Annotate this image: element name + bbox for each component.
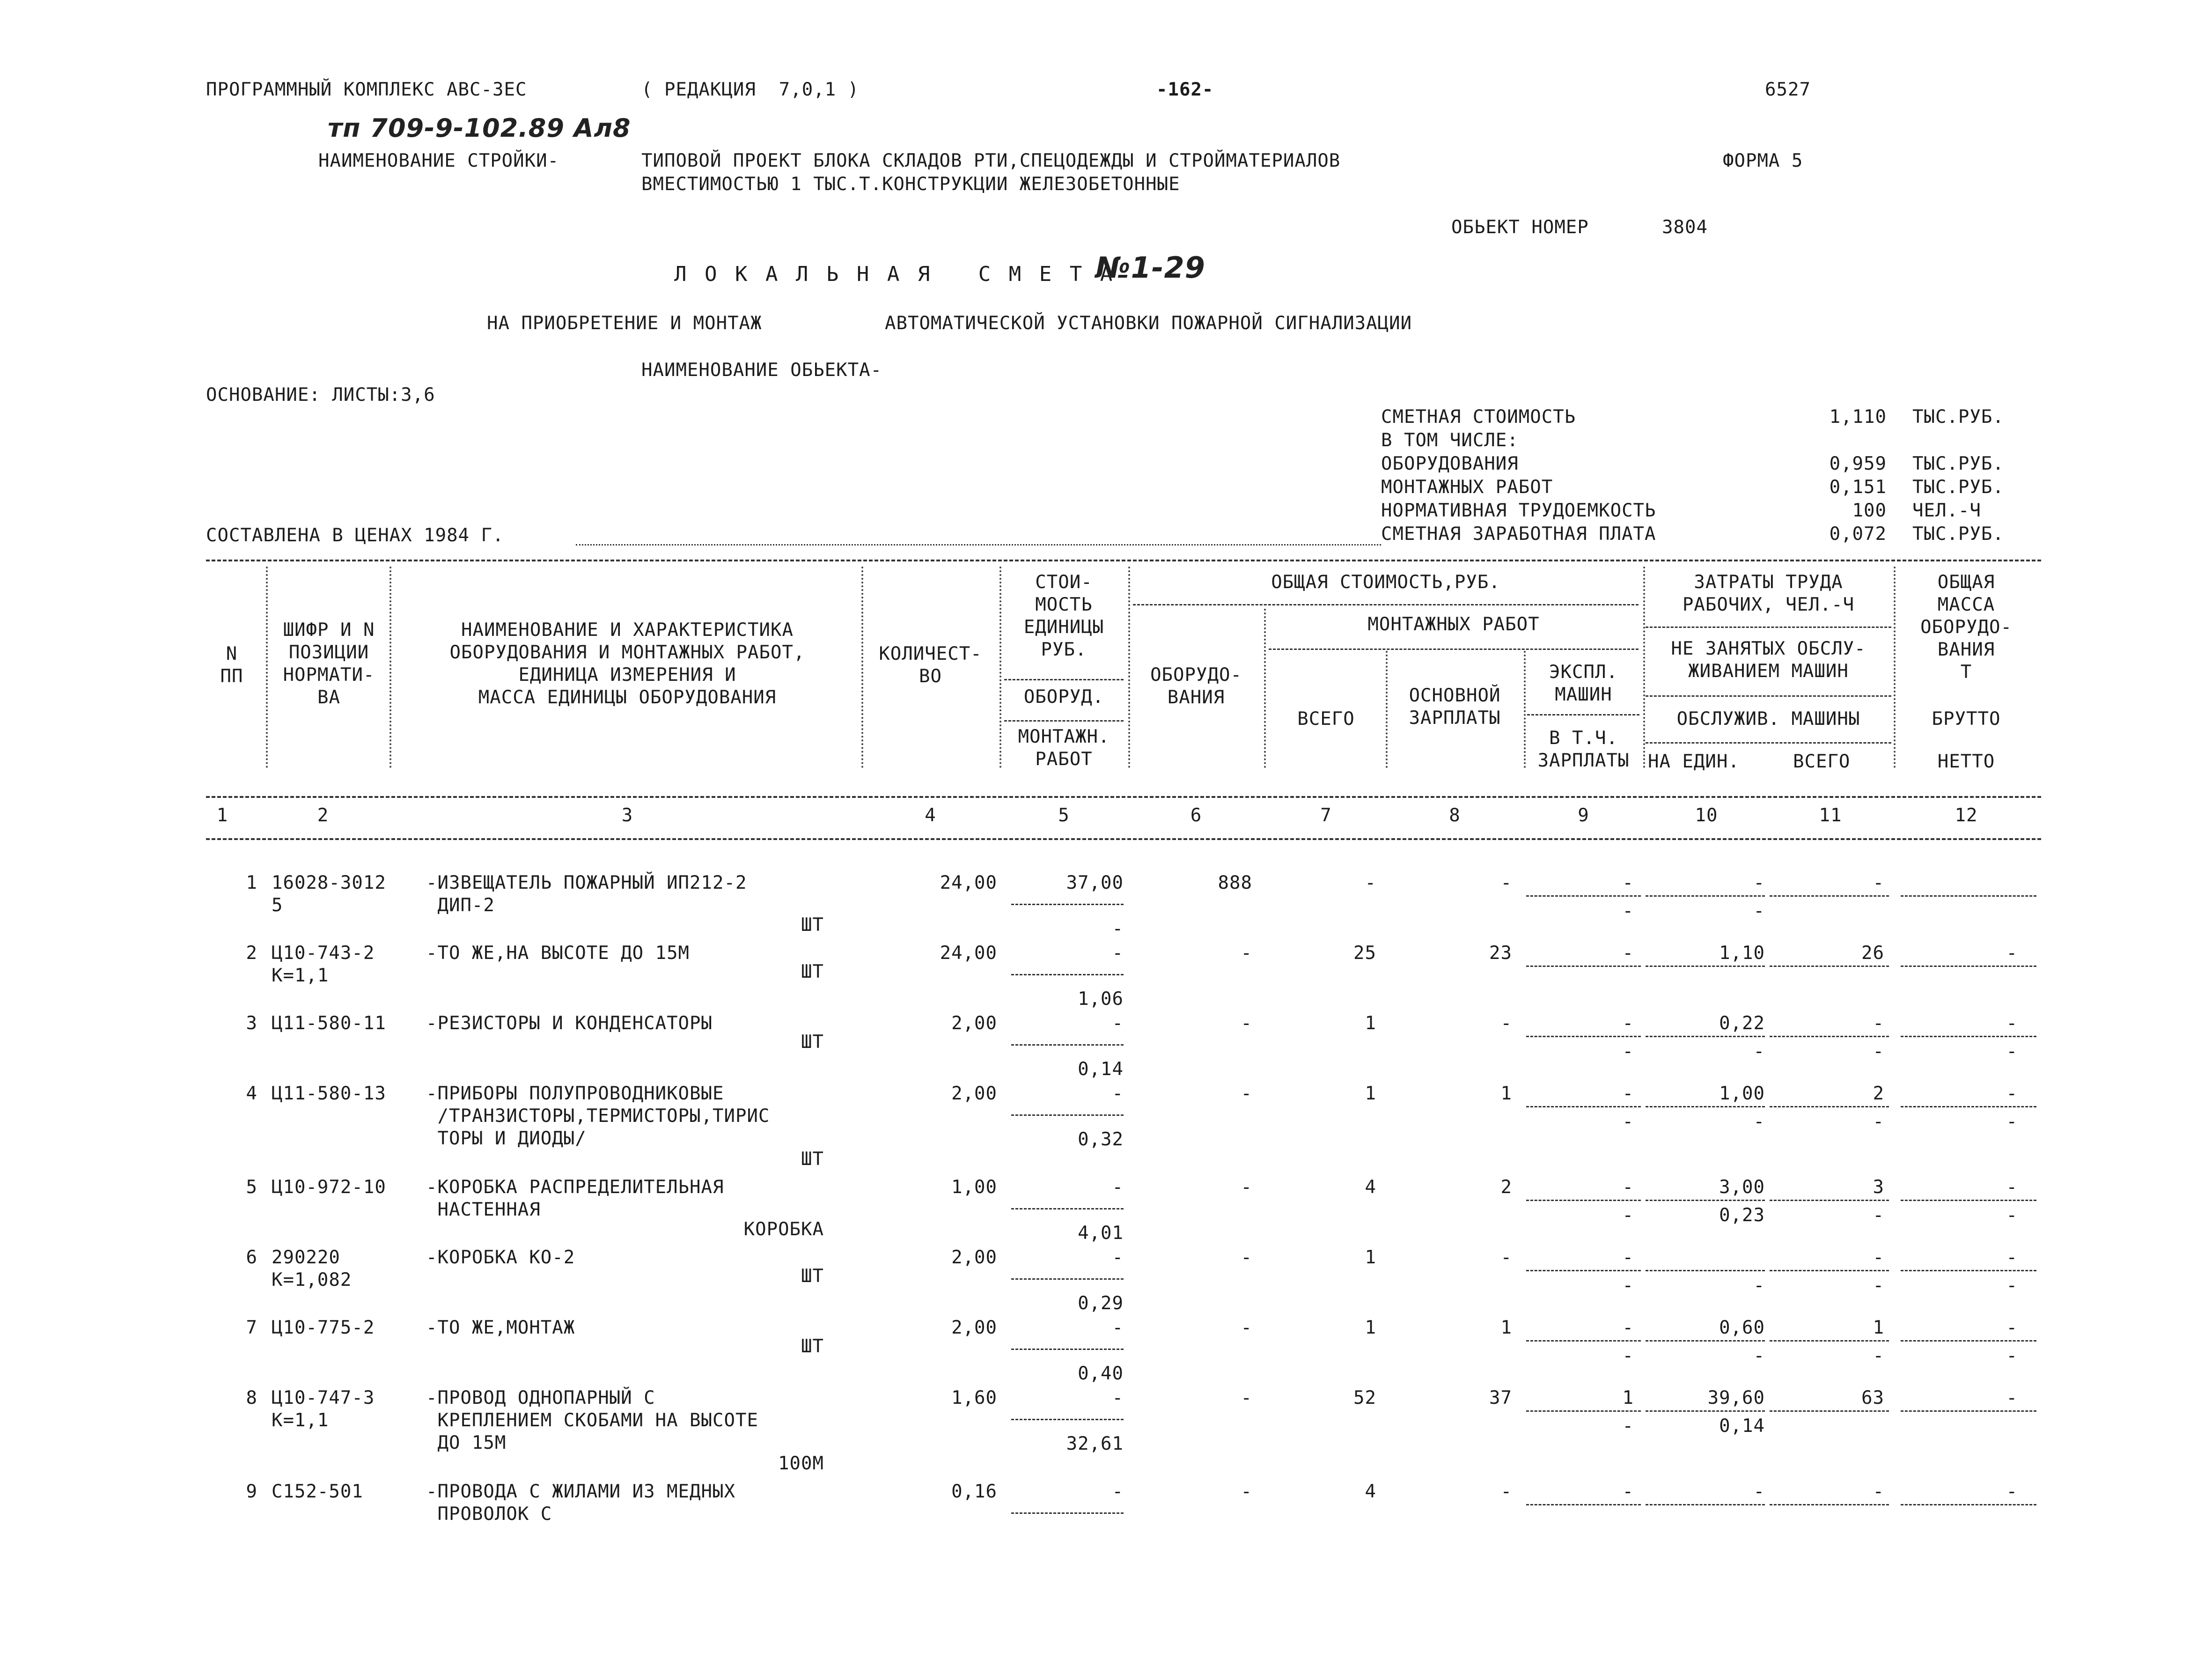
summary-row [1381, 523, 2036, 546]
cell-divider [1646, 1036, 1765, 1037]
purpose-left: НА ПРИОБРЕТЕНИЕ И МОНТАЖ [487, 313, 762, 334]
machine-cost: - [1622, 1317, 1634, 1338]
handwritten-project-code: тп 709-9-102.89 Ал8 [328, 113, 631, 143]
row-number: 1 [246, 872, 257, 893]
machine-salary: - [1622, 1111, 1634, 1132]
base-salary: - [1500, 1013, 1512, 1034]
equipment-cost: - [1241, 1317, 1252, 1338]
summary-value: 100 [1852, 500, 1887, 521]
row-number: 7 [246, 1317, 257, 1338]
norm-code: Ц10-747-3 К=1,1 [272, 1387, 375, 1431]
col-header-n: N ПП [220, 643, 243, 687]
mass-gross: - [2006, 1013, 2018, 1034]
page-number: -162- [1156, 79, 1214, 100]
col-header-labor-total: ВСЕГО [1793, 751, 1851, 772]
labor-per-unit: - [1753, 1481, 1765, 1502]
unit-cost-equipment: 37,00 [1066, 872, 1124, 893]
cost-summary [1381, 406, 2036, 546]
labor-total: 3 [1873, 1177, 1884, 1198]
cell-divider [1011, 974, 1124, 975]
cell-divider [1526, 1106, 1641, 1107]
labor-total: - [1873, 872, 1884, 893]
summary-unit: ТЫС.РУБ. [1912, 406, 2004, 428]
machine-salary: - [1622, 900, 1634, 922]
labor-per-unit: 1,10 [1719, 943, 1765, 964]
cell-divider [1526, 1504, 1641, 1505]
labor-per-unit: 39,60 [1707, 1387, 1765, 1408]
unit-cost-equipment: - [1112, 1247, 1124, 1268]
measure-unit: ШТ [801, 961, 824, 982]
cell-divider [1526, 1340, 1641, 1342]
labor-total: - [1873, 1481, 1884, 1502]
summary-value: 1,110 [1829, 406, 1887, 428]
machine-cost: - [1622, 943, 1634, 964]
quantity: 24,00 [940, 943, 997, 964]
mass-net: - [2006, 1041, 2018, 1062]
col-header-total-cost: ОБЩАЯ СТОИМОСТЬ,РУБ. [1271, 572, 1500, 593]
unit-cost-equipment: - [1112, 1481, 1124, 1502]
construction-label: НАИМЕНОВАНИЕ СТРОЙКИ- [318, 150, 559, 171]
cell-divider [1011, 1114, 1124, 1116]
labor-total-machines: - [1873, 1041, 1884, 1062]
summary-label: СМЕТНАЯ ЗАРАБОТНАЯ ПЛАТА [1381, 524, 1656, 545]
labor-total: 63 [1861, 1387, 1884, 1408]
row-number: 5 [246, 1177, 257, 1198]
handwritten-estimate-number: №1-29 [1095, 251, 1205, 285]
program-name: ПРОГРАММНЫЙ КОМПЛЕКС АВС-3ЕС [206, 79, 527, 100]
cell-divider [1770, 1036, 1889, 1037]
cell-divider [1770, 895, 1889, 897]
cell-divider [1646, 895, 1765, 897]
labor-per-unit: 3,00 [1719, 1177, 1765, 1198]
equipment-cost: 888 [1218, 872, 1252, 893]
col-header-machines-salary: В Т.Ч. ЗАРПЛАТЫ [1537, 728, 1630, 771]
purpose-right: АВТОМАТИЧЕСКОЙ УСТАНОВКИ ПОЖАРНОЙ СИГНАЛИЗАЦИИ [885, 313, 1412, 334]
base-salary: 1 [1500, 1317, 1512, 1338]
machine-cost: - [1622, 1013, 1634, 1034]
summary-label: В ТОМ ЧИСЛЕ: [1381, 430, 1519, 451]
measure-unit: ШТ [801, 914, 824, 936]
labor-total-machines: - [1873, 1345, 1884, 1366]
norm-code: 290220 К=1,082 [272, 1247, 352, 1290]
mass-gross: - [2006, 1317, 2018, 1338]
col-header-total: ВСЕГО [1297, 708, 1355, 730]
col-header-equipment: ОБОРУДО- ВАНИЯ [1150, 664, 1242, 708]
machine-salary: - [1622, 1345, 1634, 1366]
base-salary: 1 [1500, 1083, 1512, 1104]
labor-total-machines: - [1873, 1111, 1884, 1132]
summary-unit: ТЫС.РУБ. [1912, 477, 2004, 498]
unit-cost-installation: 32,61 [1066, 1433, 1124, 1454]
quantity: 0,16 [951, 1481, 997, 1502]
measure-unit: ШТ [801, 1149, 824, 1170]
prices-note: СОСТАВЛЕНА В ЦЕНАХ 1984 Г. [206, 525, 504, 546]
col-header-machines: ЭКСПЛ. МАШИН [1549, 662, 1618, 705]
summary-value: 0,072 [1829, 524, 1887, 545]
cell-divider [1770, 1410, 1889, 1412]
labor-per-unit-machines: 0,23 [1719, 1205, 1765, 1226]
mass-gross: - [2006, 1083, 2018, 1104]
mass-net: - [2006, 1205, 2018, 1226]
cell-divider [1526, 1410, 1641, 1412]
norm-code: Ц11-580-11 [272, 1013, 386, 1034]
installation-total: - [1365, 872, 1376, 893]
row-number: 9 [246, 1481, 257, 1502]
unit-cost-equipment: - [1112, 1387, 1124, 1408]
base-salary: - [1500, 872, 1512, 893]
installation-total: 4 [1365, 1481, 1376, 1502]
col-header-gross: БРУТТО [1932, 708, 2001, 730]
machine-cost: 1 [1622, 1387, 1634, 1408]
machine-cost: - [1622, 1177, 1634, 1198]
col-header-qty: КОЛИЧЕСТ- ВО [879, 643, 982, 687]
measure-unit: 100М [778, 1453, 824, 1474]
header-bottom-rule [206, 796, 2041, 798]
labor-per-unit-machines: - [1753, 1275, 1765, 1296]
col-header-unit-cost: СТОИ- МОСТЬ ЕДИНИЦЫ РУБ. [1023, 572, 1104, 660]
unit-cost-equipment: - [1112, 1013, 1124, 1034]
col-header-labor: ЗАТРАТЫ ТРУДА РАБОЧИХ, ЧЕЛ.-Ч [1682, 572, 1855, 615]
cell-divider [1011, 1512, 1124, 1514]
installation-total: 52 [1353, 1387, 1376, 1408]
basis: ОСНОВАНИЕ: ЛИСТЫ:3,6 [206, 384, 435, 406]
prices-underline [576, 544, 1381, 546]
cell-divider [1770, 1270, 1889, 1271]
labor-per-unit: - [1753, 872, 1765, 893]
column-number: 12 [1955, 805, 1978, 826]
equipment-cost: - [1241, 1177, 1252, 1198]
column-number: 10 [1695, 805, 1718, 826]
column-number: 9 [1578, 805, 1589, 826]
cell-divider [1526, 895, 1641, 897]
machine-salary: - [1622, 1416, 1634, 1437]
row-number: 2 [246, 943, 257, 964]
quantity: 24,00 [940, 872, 997, 893]
cell-divider [1901, 1410, 2036, 1412]
labor-total: 1 [1873, 1317, 1884, 1338]
equipment-cost: - [1241, 1481, 1252, 1502]
quantity: 1,00 [951, 1177, 997, 1198]
cell-divider [1011, 1278, 1124, 1280]
cell-divider [1646, 1410, 1765, 1412]
equipment-cost: - [1241, 1387, 1252, 1408]
labor-per-unit: 1,00 [1719, 1083, 1765, 1104]
norm-code: С152-501 [272, 1481, 363, 1502]
mass-gross: - [2006, 1177, 2018, 1198]
labor-per-unit-machines: - [1753, 1041, 1765, 1062]
installation-total: 1 [1365, 1247, 1376, 1268]
quantity: 2,00 [951, 1013, 997, 1034]
col-header-net: НЕТТО [1937, 751, 1995, 772]
norm-code: Ц11-580-13 [272, 1083, 386, 1104]
cell-divider [1901, 1504, 2036, 1505]
norm-code: Ц10-775-2 [272, 1317, 375, 1338]
equipment-cost: - [1241, 1247, 1252, 1268]
row-number: 3 [246, 1013, 257, 1034]
row-number: 8 [246, 1387, 257, 1408]
column-number: 2 [317, 805, 329, 826]
unit-cost-installation: 4,01 [1078, 1223, 1124, 1244]
unit-cost-equipment: - [1112, 1177, 1124, 1198]
summary-label: МОНТАЖНЫХ РАБОТ [1381, 477, 1553, 498]
quantity: 2,00 [951, 1317, 997, 1338]
base-salary: 2 [1500, 1177, 1512, 1198]
row-number: 4 [246, 1083, 257, 1104]
equipment-cost: - [1241, 943, 1252, 964]
cell-divider [1646, 1200, 1765, 1201]
column-number: 5 [1058, 805, 1070, 826]
cell-divider [1646, 1340, 1765, 1342]
item-name: -ПРОВОД ОДНОПАРНЫЙ С КРЕПЛЕНИЕМ СКОБАМИ НА ВЫСОТЕ ДО 15М [426, 1387, 758, 1453]
column-number: 1 [216, 805, 228, 826]
labor-per-unit-machines: 0,14 [1719, 1416, 1765, 1437]
unit-cost-installation: 1,06 [1078, 988, 1124, 1010]
cell-divider [1901, 1036, 2036, 1037]
labor-per-unit-machines: - [1753, 1345, 1765, 1366]
unit-cost-equipment: - [1112, 1083, 1124, 1104]
unit-cost-installation: - [1112, 918, 1124, 939]
machine-salary: - [1622, 1275, 1634, 1296]
cell-divider [1011, 1349, 1124, 1350]
cell-divider [1646, 1106, 1765, 1107]
cell-divider [1770, 1340, 1889, 1342]
mass-gross: - [2006, 1387, 2018, 1408]
edition: ( РЕДАКЦИЯ 7,0,1 ) [641, 79, 860, 100]
summary-row [1381, 476, 2036, 500]
summary-value: 0,959 [1829, 453, 1887, 474]
construction-name-line1: ТИПОВОЙ ПРОЕКТ БЛОКА СКЛАДОВ РТИ,СПЕЦОДЕЖДЫ И СТРОЙМАТЕРИАЛОВ [641, 150, 1341, 171]
column-number: 8 [1449, 805, 1461, 826]
measure-unit: ШТ [801, 1266, 824, 1287]
form-label: ФОРМА 5 [1723, 150, 1803, 171]
summary-label: НОРМАТИВНАЯ ТРУДОЕМКОСТЬ [1381, 500, 1656, 521]
col-header-unit-installation: МОНТАЖН. РАБОТ [1018, 726, 1110, 770]
summary-unit: ТЫС.РУБ. [1912, 453, 2004, 474]
cell-divider [1770, 966, 1889, 967]
col-header-installation-works: МОНТАЖНЫХ РАБОТ [1367, 614, 1540, 635]
labor-total: 2 [1873, 1083, 1884, 1104]
machine-salary: - [1622, 1205, 1634, 1226]
summary-unit: ТЫС.РУБ. [1912, 524, 2004, 545]
column-number: 11 [1819, 805, 1842, 826]
quantity: 2,00 [951, 1247, 997, 1268]
col-header-labor-not-machines: НЕ ЗАНЯТЫХ ОБСЛУ- ЖИВАНИЕМ МАШИН [1671, 638, 1866, 682]
base-salary: 37 [1489, 1387, 1512, 1408]
table-top-rule [206, 560, 2041, 561]
col-header-per-unit: НА ЕДИН. [1648, 751, 1740, 772]
cell-divider [1901, 1340, 2036, 1342]
cell-divider [1901, 895, 2036, 897]
doc-number: 6527 [1765, 79, 1811, 100]
machine-cost: - [1622, 1083, 1634, 1104]
measure-unit: ШТ [801, 1336, 824, 1357]
col-header-code: ШИФР И N ПОЗИЦИИ НОРМАТИ- ВА [283, 619, 375, 708]
row-number: 6 [246, 1247, 257, 1268]
unit-cost-equipment: - [1112, 1317, 1124, 1338]
summary-value: 0,151 [1829, 477, 1887, 498]
unit-cost-installation: 0,14 [1078, 1059, 1124, 1080]
column-number: 4 [925, 805, 936, 826]
unit-cost-installation: 0,32 [1078, 1129, 1124, 1150]
cell-divider [1901, 1270, 2036, 1271]
cell-divider [1011, 1419, 1124, 1420]
summary-row [1381, 429, 2036, 453]
summary-row [1381, 406, 2036, 429]
measure-unit: КОРОБКА [743, 1219, 824, 1240]
cell-divider [1526, 966, 1641, 967]
machine-cost: - [1622, 872, 1634, 893]
machine-salary: - [1622, 1041, 1634, 1062]
cell-divider [1770, 1504, 1889, 1505]
machine-cost: - [1622, 1247, 1634, 1268]
column-number: 6 [1190, 805, 1202, 826]
item-name: -ИЗВЕЩАТЕЛЬ ПОЖАРНЫЙ ИП212-2 ДИП-2 [426, 872, 747, 916]
cell-divider [1901, 1200, 2036, 1201]
labor-per-unit: 0,22 [1719, 1013, 1765, 1034]
col-header-labor-machines: ОБСЛУЖИВ. МАШИНЫ [1676, 708, 1860, 730]
column-number: 3 [621, 805, 633, 826]
cell-divider [1646, 1504, 1765, 1505]
equipment-cost: - [1241, 1013, 1252, 1034]
cell-divider [1901, 1106, 2036, 1107]
quantity: 1,60 [951, 1387, 997, 1408]
col-header-name: НАИМЕНОВАНИЕ И ХАРАКТЕРИСТИКА ОБОРУДОВАНИЯ И МОНТАЖНЫХ РАБОТ, ЕДИНИЦА ИЗМЕРЕНИЯ И МАССА ЕДИНИЦЫ ОБОРУДОВАНИЯ [449, 619, 805, 708]
summary-label: СМЕТНАЯ СТОИМОСТЬ [1381, 406, 1576, 428]
item-name: -ТО ЖЕ,МОНТАЖ [426, 1317, 575, 1338]
column-number: 7 [1320, 805, 1332, 826]
cell-divider [1526, 1036, 1641, 1037]
labor-total: - [1873, 1013, 1884, 1034]
machine-cost: - [1622, 1481, 1634, 1502]
mass-net: - [2006, 1275, 2018, 1296]
object-number-label: ОБЬЕКТ НОМЕР [1451, 217, 1589, 238]
labor-per-unit-machines: - [1753, 1111, 1765, 1132]
norm-code: Ц10-743-2 К=1,1 [272, 943, 375, 986]
labor-per-unit: 0,60 [1719, 1317, 1765, 1338]
equipment-cost: - [1241, 1083, 1252, 1104]
document-title: Л О К А Л Ь Н А Я С М Е Т А [674, 262, 1116, 286]
unit-cost-installation: 0,29 [1078, 1293, 1124, 1314]
col-header-unit-equipment: ОБОРУД. [1023, 686, 1104, 708]
measure-unit: ШТ [801, 1032, 824, 1053]
object-number: 3804 [1662, 217, 1708, 238]
summary-label: ОБОРУДОВАНИЯ [1381, 453, 1519, 474]
norm-code: 16028-3012 5 [272, 872, 386, 916]
unit-cost-equipment: - [1112, 943, 1124, 964]
norm-code: Ц10-972-10 [272, 1177, 386, 1198]
object-name-label: НАИМЕНОВАНИЕ ОБЬЕКТА- [641, 360, 882, 381]
column-numbers-rule [206, 838, 2041, 840]
cell-divider [1011, 904, 1124, 905]
item-name: -ТО ЖЕ,НА ВЫСОТЕ ДО 15М [426, 943, 690, 964]
unit-cost-installation: 0,40 [1078, 1363, 1124, 1384]
labor-total-machines: - [1873, 1275, 1884, 1296]
mass-gross: - [2006, 1247, 2018, 1268]
summary-row [1381, 453, 2036, 476]
cell-divider [1646, 966, 1765, 967]
cell-divider [1526, 1270, 1641, 1271]
base-salary: - [1500, 1247, 1512, 1268]
cell-divider [1901, 966, 2036, 967]
col-header-mass: ОБЩАЯ МАССА ОБОРУДО- ВАНИЯ Т [1920, 572, 2012, 683]
mass-net: - [2006, 1111, 2018, 1132]
construction-name-line2: ВМЕСТИМОСТЬЮ 1 ТЫС.Т.КОНСТРУКЦИИ ЖЕЛЕЗОБЕТОННЫЕ [641, 174, 1180, 195]
cell-divider [1011, 1208, 1124, 1209]
labor-per-unit-machines: - [1753, 900, 1765, 922]
quantity: 2,00 [951, 1083, 997, 1104]
item-name: -КОРОБКА РАСПРЕДЕЛИТЕЛЬНАЯ НАСТЕННАЯ [426, 1177, 724, 1220]
mass-net: - [2006, 1345, 2018, 1366]
item-name: -КОРОБКА КО-2 [426, 1247, 575, 1268]
mass-gross: - [2006, 943, 2018, 964]
labor-total-machines: - [1873, 1205, 1884, 1226]
labor-total: 26 [1861, 943, 1884, 964]
cell-divider [1770, 1106, 1889, 1107]
cell-divider [1011, 1044, 1124, 1046]
item-name: -ПРИБОРЫ ПОЛУПРОВОДНИКОВЫЕ /ТРАНЗИСТОРЫ,ТЕРМИСТОРЫ,ТИРИС ТОРЫ И ДИОДЫ/ [426, 1083, 770, 1149]
item-name: -ПРОВОДА С ЖИЛАМИ ИЗ МЕДНЫХ ПРОВОЛОК С [426, 1481, 735, 1525]
installation-total: 1 [1365, 1083, 1376, 1104]
labor-total: - [1873, 1247, 1884, 1268]
cell-divider [1646, 1270, 1765, 1271]
cell-divider [1770, 1200, 1889, 1201]
base-salary: 23 [1489, 943, 1512, 964]
summary-unit: ЧЕЛ.-Ч [1912, 500, 1981, 521]
base-salary: - [1500, 1481, 1512, 1502]
installation-total: 1 [1365, 1013, 1376, 1034]
installation-total: 1 [1365, 1317, 1376, 1338]
item-name: -РЕЗИСТОРЫ И КОНДЕНСАТОРЫ [426, 1013, 713, 1034]
col-header-base-salary: ОСНОВНОЙ ЗАРПЛАТЫ [1409, 685, 1501, 729]
cell-divider [1526, 1200, 1641, 1201]
installation-total: 25 [1353, 943, 1376, 964]
installation-total: 4 [1365, 1177, 1376, 1198]
mass-gross: - [2006, 1481, 2018, 1502]
summary-row [1381, 500, 2036, 523]
